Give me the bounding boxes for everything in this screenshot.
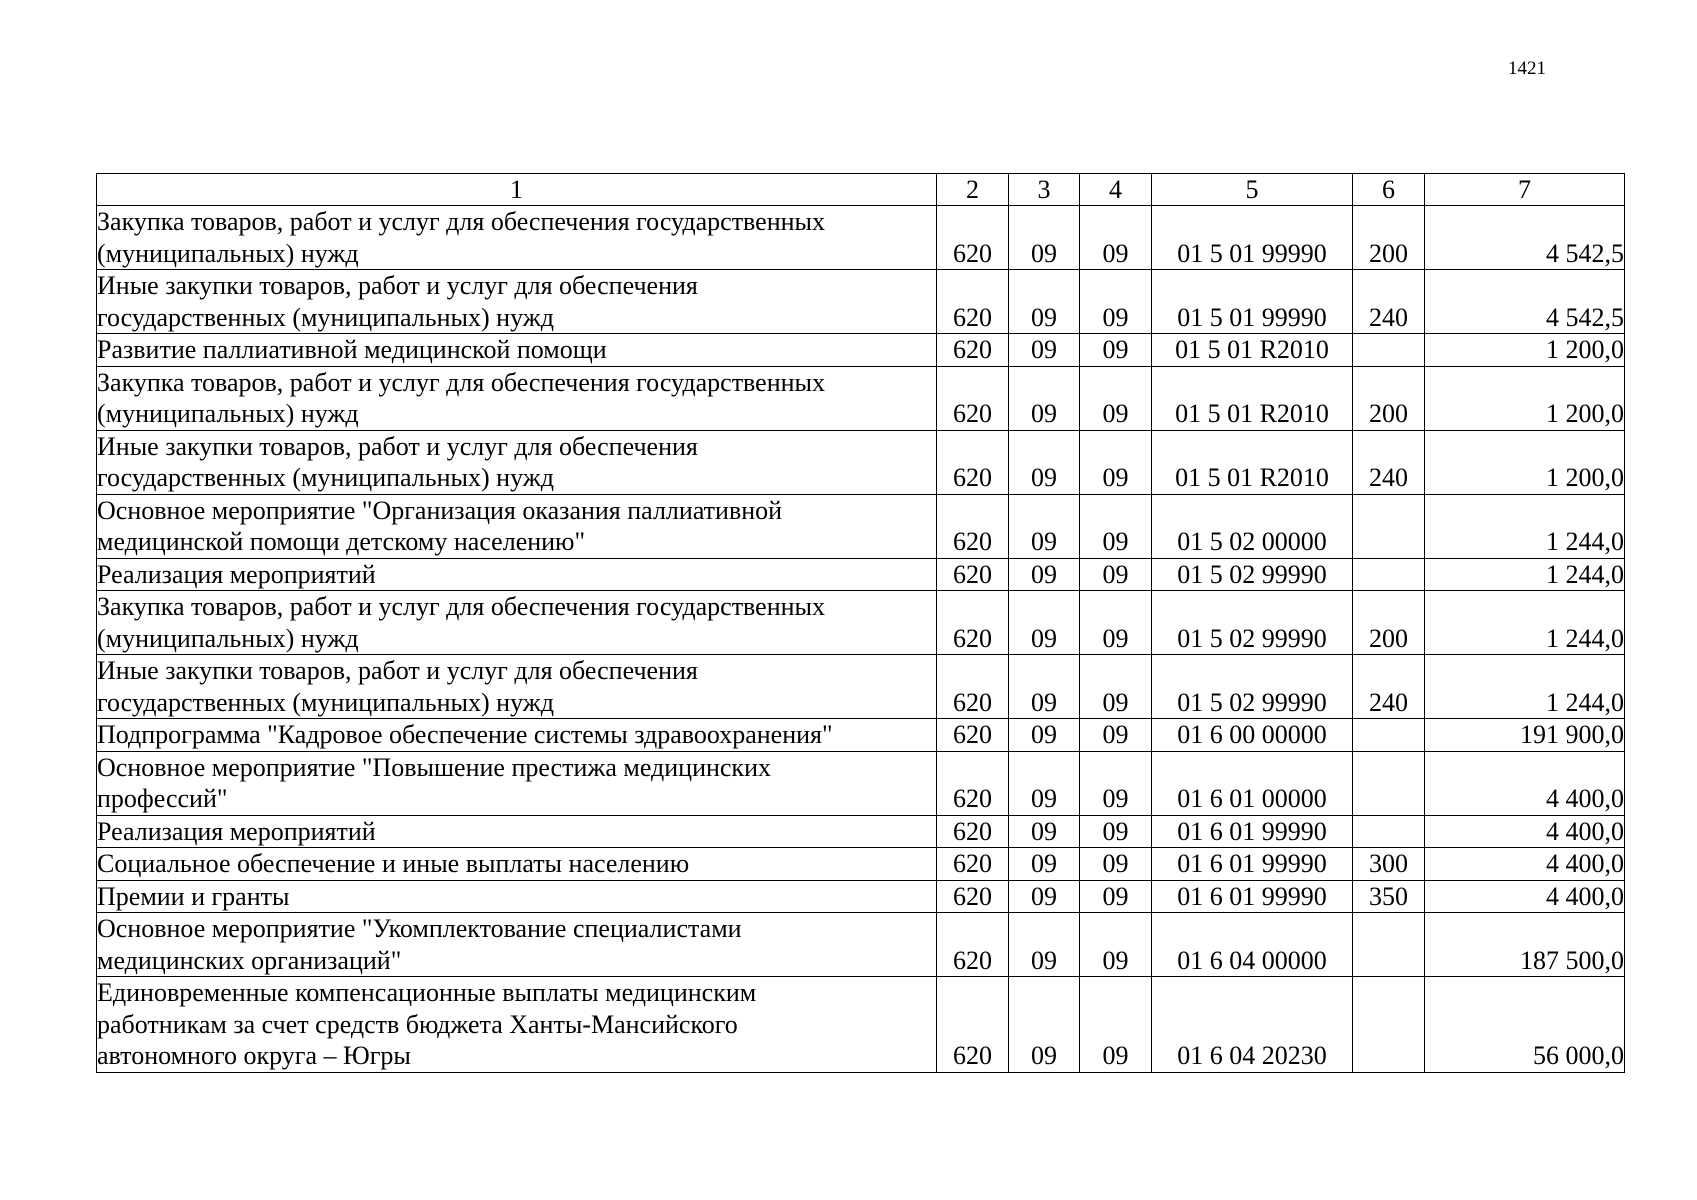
column-header-2: 2: [937, 174, 1009, 206]
cell-col-6: [1353, 334, 1425, 367]
cell-name: Реализация мероприятий: [97, 815, 937, 848]
cell-col-2: 620: [937, 206, 1009, 270]
cell-col-5: 01 6 01 99990: [1152, 880, 1353, 913]
cell-col-4: 09: [1080, 751, 1152, 815]
cell-col-6: 200: [1353, 206, 1425, 270]
cell-col-5: 01 6 01 99990: [1152, 848, 1353, 881]
table-row: [97, 880, 1625, 913]
cell-amount: 1 200,0: [1425, 334, 1625, 367]
cell-name: Премии и гранты: [97, 880, 937, 913]
cell-col-2: 620: [937, 494, 1009, 558]
cell-col-4: 09: [1080, 655, 1152, 719]
cell-col-3: 09: [1009, 751, 1080, 815]
cell-name: Основное мероприятие "Организация оказания паллиативной медицинской помощи детскому населению": [97, 494, 937, 558]
table-row: [97, 558, 1625, 591]
header-row: [97, 174, 1625, 206]
cell-col-2: 620: [937, 655, 1009, 719]
table-row: [97, 815, 1625, 848]
cell-amount: 4 400,0: [1425, 751, 1625, 815]
cell-col-2: 620: [937, 719, 1009, 752]
cell-col-5: 01 5 02 00000: [1152, 494, 1353, 558]
cell-name: Единовременные компенсационные выплаты медицинским работникам за счет средств бюджета Ханты-Мансийского автономного округа – Югры: [97, 977, 937, 1073]
cell-col-3: 09: [1009, 913, 1080, 977]
cell-col-6: [1353, 751, 1425, 815]
cell-name: Основное мероприятие "Укомплектование специалистами медицинских организаций": [97, 913, 937, 977]
cell-col-5: 01 5 01 R2010: [1152, 366, 1353, 430]
cell-col-2: 620: [937, 977, 1009, 1073]
cell-col-2: 620: [937, 751, 1009, 815]
table-row: [97, 655, 1625, 719]
cell-amount: 1 244,0: [1425, 655, 1625, 719]
cell-col-3: 09: [1009, 815, 1080, 848]
cell-col-6: 200: [1353, 366, 1425, 430]
cell-col-5: 01 5 02 99990: [1152, 655, 1353, 719]
cell-col-6: [1353, 815, 1425, 848]
cell-col-5: 01 5 01 99990: [1152, 270, 1353, 334]
cell-col-3: 09: [1009, 977, 1080, 1073]
cell-col-3: 09: [1009, 591, 1080, 655]
cell-col-4: 09: [1080, 815, 1152, 848]
cell-col-4: 09: [1080, 591, 1152, 655]
cell-col-5: 01 5 02 99990: [1152, 591, 1353, 655]
cell-col-4: 09: [1080, 206, 1152, 270]
cell-col-5: 01 6 01 00000: [1152, 751, 1353, 815]
cell-col-3: 09: [1009, 558, 1080, 591]
cell-col-5: 01 5 02 99990: [1152, 558, 1353, 591]
cell-name: Закупка товаров, работ и услуг для обеспечения государственных (муниципальных) нужд: [97, 591, 937, 655]
cell-amount: 4 542,5: [1425, 270, 1625, 334]
cell-amount: 4 400,0: [1425, 848, 1625, 881]
cell-col-2: 620: [937, 270, 1009, 334]
table-row: [97, 430, 1625, 494]
cell-amount: 1 244,0: [1425, 591, 1625, 655]
cell-col-4: 09: [1080, 430, 1152, 494]
cell-col-3: 09: [1009, 494, 1080, 558]
cell-col-3: 09: [1009, 206, 1080, 270]
cell-col-6: 350: [1353, 880, 1425, 913]
cell-amount: 4 542,5: [1425, 206, 1625, 270]
column-header-1: 1: [97, 174, 937, 206]
page-number: 1421: [1508, 58, 1546, 79]
cell-col-3: 09: [1009, 655, 1080, 719]
cell-col-2: 620: [937, 913, 1009, 977]
cell-col-6: 200: [1353, 591, 1425, 655]
cell-amount: 1 244,0: [1425, 494, 1625, 558]
cell-col-6: 240: [1353, 270, 1425, 334]
cell-amount: 4 400,0: [1425, 815, 1625, 848]
table-row: [97, 719, 1625, 752]
column-header-5: 5: [1152, 174, 1353, 206]
cell-col-3: 09: [1009, 430, 1080, 494]
cell-col-2: 620: [937, 848, 1009, 881]
cell-name: Основное мероприятие "Повышение престижа медицинских профессий": [97, 751, 937, 815]
table-row: [97, 270, 1625, 334]
cell-col-5: 01 5 01 99990: [1152, 206, 1353, 270]
cell-amount: 4 400,0: [1425, 880, 1625, 913]
cell-name: Закупка товаров, работ и услуг для обеспечения государственных (муниципальных) нужд: [97, 366, 937, 430]
cell-amount: 187 500,0: [1425, 913, 1625, 977]
cell-amount: 1 200,0: [1425, 430, 1625, 494]
cell-col-3: 09: [1009, 880, 1080, 913]
cell-col-5: 01 6 01 99990: [1152, 815, 1353, 848]
cell-col-2: 620: [937, 815, 1009, 848]
table-row: [97, 206, 1625, 270]
cell-col-5: 01 6 04 00000: [1152, 913, 1353, 977]
cell-col-2: 620: [937, 366, 1009, 430]
cell-amount: 1 200,0: [1425, 366, 1625, 430]
cell-col-3: 09: [1009, 848, 1080, 881]
cell-col-5: 01 5 01 R2010: [1152, 334, 1353, 367]
table-row: [97, 334, 1625, 367]
cell-col-4: 09: [1080, 494, 1152, 558]
cell-col-6: 240: [1353, 655, 1425, 719]
cell-name: Развитие паллиативной медицинской помощи: [97, 334, 937, 367]
cell-name: Реализация мероприятий: [97, 558, 937, 591]
table-row: [97, 848, 1625, 881]
table-row: [97, 494, 1625, 558]
cell-col-4: 09: [1080, 913, 1152, 977]
cell-col-6: 240: [1353, 430, 1425, 494]
cell-col-4: 09: [1080, 366, 1152, 430]
cell-col-6: 300: [1353, 848, 1425, 881]
cell-col-3: 09: [1009, 334, 1080, 367]
cell-name: Закупка товаров, работ и услуг для обеспечения государственных (муниципальных) нужд: [97, 206, 937, 270]
table-row: [97, 591, 1625, 655]
column-header-4: 4: [1080, 174, 1152, 206]
column-header-3: 3: [1009, 174, 1080, 206]
cell-col-6: [1353, 558, 1425, 591]
cell-col-4: 09: [1080, 270, 1152, 334]
cell-name: Подпрограмма "Кадровое обеспечение системы здравоохранения": [97, 719, 937, 752]
cell-amount: 56 000,0: [1425, 977, 1625, 1073]
cell-amount: 191 900,0: [1425, 719, 1625, 752]
cell-col-2: 620: [937, 334, 1009, 367]
cell-col-5: 01 5 01 R2010: [1152, 430, 1353, 494]
cell-amount: 1 244,0: [1425, 558, 1625, 591]
table-row: [97, 366, 1625, 430]
table-row: [97, 977, 1625, 1073]
cell-col-3: 09: [1009, 366, 1080, 430]
table-row: [97, 913, 1625, 977]
cell-col-2: 620: [937, 558, 1009, 591]
cell-col-2: 620: [937, 430, 1009, 494]
cell-col-4: 09: [1080, 880, 1152, 913]
cell-name: Иные закупки товаров, работ и услуг для обеспечения государственных (муниципальных) нужд: [97, 270, 937, 334]
cell-col-4: 09: [1080, 977, 1152, 1073]
cell-name: Социальное обеспечение и иные выплаты населению: [97, 848, 937, 881]
cell-col-4: 09: [1080, 719, 1152, 752]
cell-col-5: 01 6 00 00000: [1152, 719, 1353, 752]
cell-col-4: 09: [1080, 334, 1152, 367]
budget-table: [96, 173, 1625, 1073]
cell-name: Иные закупки товаров, работ и услуг для обеспечения государственных (муниципальных) нужд: [97, 655, 937, 719]
column-header-7: 7: [1425, 174, 1625, 206]
table-row: [97, 751, 1625, 815]
cell-col-4: 09: [1080, 848, 1152, 881]
cell-name: Иные закупки товаров, работ и услуг для обеспечения государственных (муниципальных) нужд: [97, 430, 937, 494]
column-header-6: 6: [1353, 174, 1425, 206]
table-body: [97, 174, 1625, 1073]
cell-col-6: [1353, 977, 1425, 1073]
cell-col-5: 01 6 04 20230: [1152, 977, 1353, 1073]
cell-col-3: 09: [1009, 719, 1080, 752]
cell-col-3: 09: [1009, 270, 1080, 334]
cell-col-6: [1353, 494, 1425, 558]
cell-col-2: 620: [937, 880, 1009, 913]
cell-col-6: [1353, 913, 1425, 977]
cell-col-2: 620: [937, 591, 1009, 655]
cell-col-6: [1353, 719, 1425, 752]
cell-col-4: 09: [1080, 558, 1152, 591]
